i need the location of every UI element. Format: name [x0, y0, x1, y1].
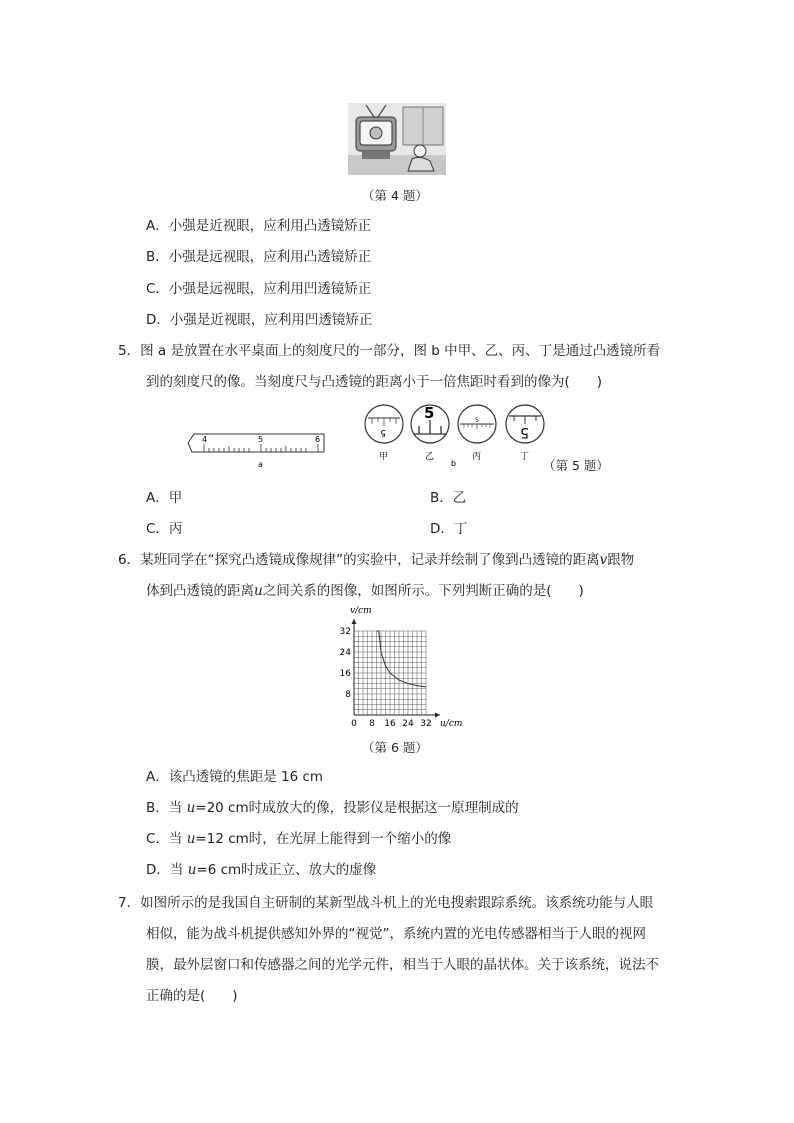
lens-label-b: b: [451, 459, 457, 468]
q5-caption: （第 5 题）: [543, 458, 609, 473]
q6-stem-line2: [146, 581, 584, 601]
q6-option-b-var: u: [186, 800, 196, 816]
y-axis-arrow: [352, 619, 357, 624]
lens-label-bing: 丙: [472, 452, 482, 462]
chart-series-line: [377, 631, 427, 687]
lens-yi: [411, 404, 449, 443]
q4-option-c: C．小强是远视眼，应利用凹透镜矫正: [146, 281, 372, 297]
q4-option-d: D．小强是近视眼，应利用凹透镜矫正: [146, 312, 373, 328]
lens-label-ding: 丁: [520, 452, 530, 462]
y-tick-label: 24: [339, 648, 351, 658]
lens-bing: [458, 405, 496, 443]
q4-option-a: A．小强是近视眼，应利用凸透镜矫正: [146, 218, 372, 234]
q5-option-d: D．丁: [430, 521, 468, 537]
q6-option-b-post: =20 cm时成放大的像，投影仪是根据这一原理制成的: [195, 800, 519, 816]
q7-stem-line3: 膜，最外层窗口和传感器之间的光学元件，相当于人眼的晶状体。关于该系统，说法不: [146, 957, 659, 973]
q5-ruler-figure: [186, 430, 331, 472]
q4-illustration: [348, 103, 446, 175]
q4-option-b: B．小强是远视眼，应利用凸透镜矫正: [146, 249, 372, 265]
chart-ylabel: v/cm: [350, 606, 372, 616]
chart-axes: [352, 619, 441, 718]
q5-option-b: B．乙: [430, 490, 467, 506]
lens-label-yi: 乙: [425, 452, 435, 462]
q5-lens-figure: [360, 404, 550, 470]
y-tick-label: 16: [339, 669, 351, 679]
q6-stem-line1-tail: 跟物: [607, 552, 635, 568]
ruler-tick-5: 5: [258, 435, 264, 444]
lens-jia: [365, 405, 403, 443]
q6-stem-line2-head: 体到凸透镜的距离: [146, 583, 254, 599]
q6-option-d-post: =6 cm时成正立、放大的虚像: [196, 862, 377, 878]
q6-option-c-var: u: [186, 831, 196, 847]
q6-option-c-pre: C．当: [146, 831, 187, 847]
ruler-tick-6: 6: [315, 435, 321, 444]
x-tick-label: 16: [384, 719, 396, 729]
q4-caption: （第 4 题）: [362, 188, 428, 203]
q6-option-d: [146, 860, 376, 880]
ruler-label-a: a: [258, 460, 263, 469]
q6-option-c: [146, 829, 451, 849]
q5-option-a: A．甲: [146, 490, 183, 506]
lens-ding: [506, 405, 544, 443]
x-tick-label: 32: [420, 719, 432, 729]
q6-option-d-var: u: [187, 862, 197, 878]
q6-var-v: v: [599, 552, 608, 568]
q6-stem-line1: [118, 550, 634, 570]
q7-stem-line2: 相似，能为战斗机提供感知外界的“视觉”，系统内置的光电传感器相当于人眼的视网: [146, 926, 646, 942]
lens-jia-digit: 5: [380, 427, 386, 437]
q6-caption: （第 6 题）: [362, 740, 428, 755]
q5-option-c: C．丙: [146, 521, 183, 537]
q6-option-c-post: =12 cm时，在光屏上能得到一个缩小的像: [195, 831, 452, 847]
lens-ding-digit: 5: [520, 424, 529, 440]
q5-stem-line1: 5．图 a 是放置在水平桌面上的刻度尺的一部分，图 b 中甲、乙、丙、丁是通过凸透镜所看: [118, 343, 661, 359]
q6-stem-line2-tail: 之间关系的图像，如图所示。下列判断正确的是( ): [262, 583, 584, 599]
q6-option-b-pre: B．当: [146, 800, 187, 816]
x-tick-label: 8: [369, 719, 375, 729]
x-tick-label: 24: [402, 719, 414, 729]
q6-stem-line1-text: 6．某班同学在“探究凸透镜成像规律”的实验中，记录并绘制了像到凸透镜的距离: [118, 552, 600, 568]
q6-option-a: A．该凸透镜的焦距是 16 cm: [146, 769, 324, 785]
chart-xlabel: u/cm: [440, 719, 463, 729]
q7-stem-line4: 正确的是( ): [146, 988, 238, 1004]
q7-stem-line1: 7．如图所示的是我国自主研制的某新型战斗机上的光电搜索跟踪系统。该系统功能与人眼: [118, 895, 654, 911]
x-axis-arrow: [435, 713, 440, 718]
lens-yi-digit: 5: [424, 404, 435, 422]
q6-option-d-pre: D．当: [146, 862, 188, 878]
q6-var-u: u: [254, 583, 263, 599]
y-tick-label: 8: [345, 690, 351, 700]
lens-label-jia: 甲: [379, 452, 389, 462]
y-tick-label: 32: [339, 627, 351, 637]
lens-bing-digit: 5: [475, 417, 479, 424]
ruler-tick-4: 4: [202, 435, 208, 444]
q6-chart: [326, 603, 476, 733]
x-tick-label: 0: [351, 719, 357, 729]
q5-stem-line2: 到的刻度尺的像。当刻度尺与凸透镜的距离小于一倍焦距时看到的像为( ): [146, 374, 603, 390]
q6-option-b: [146, 798, 519, 818]
